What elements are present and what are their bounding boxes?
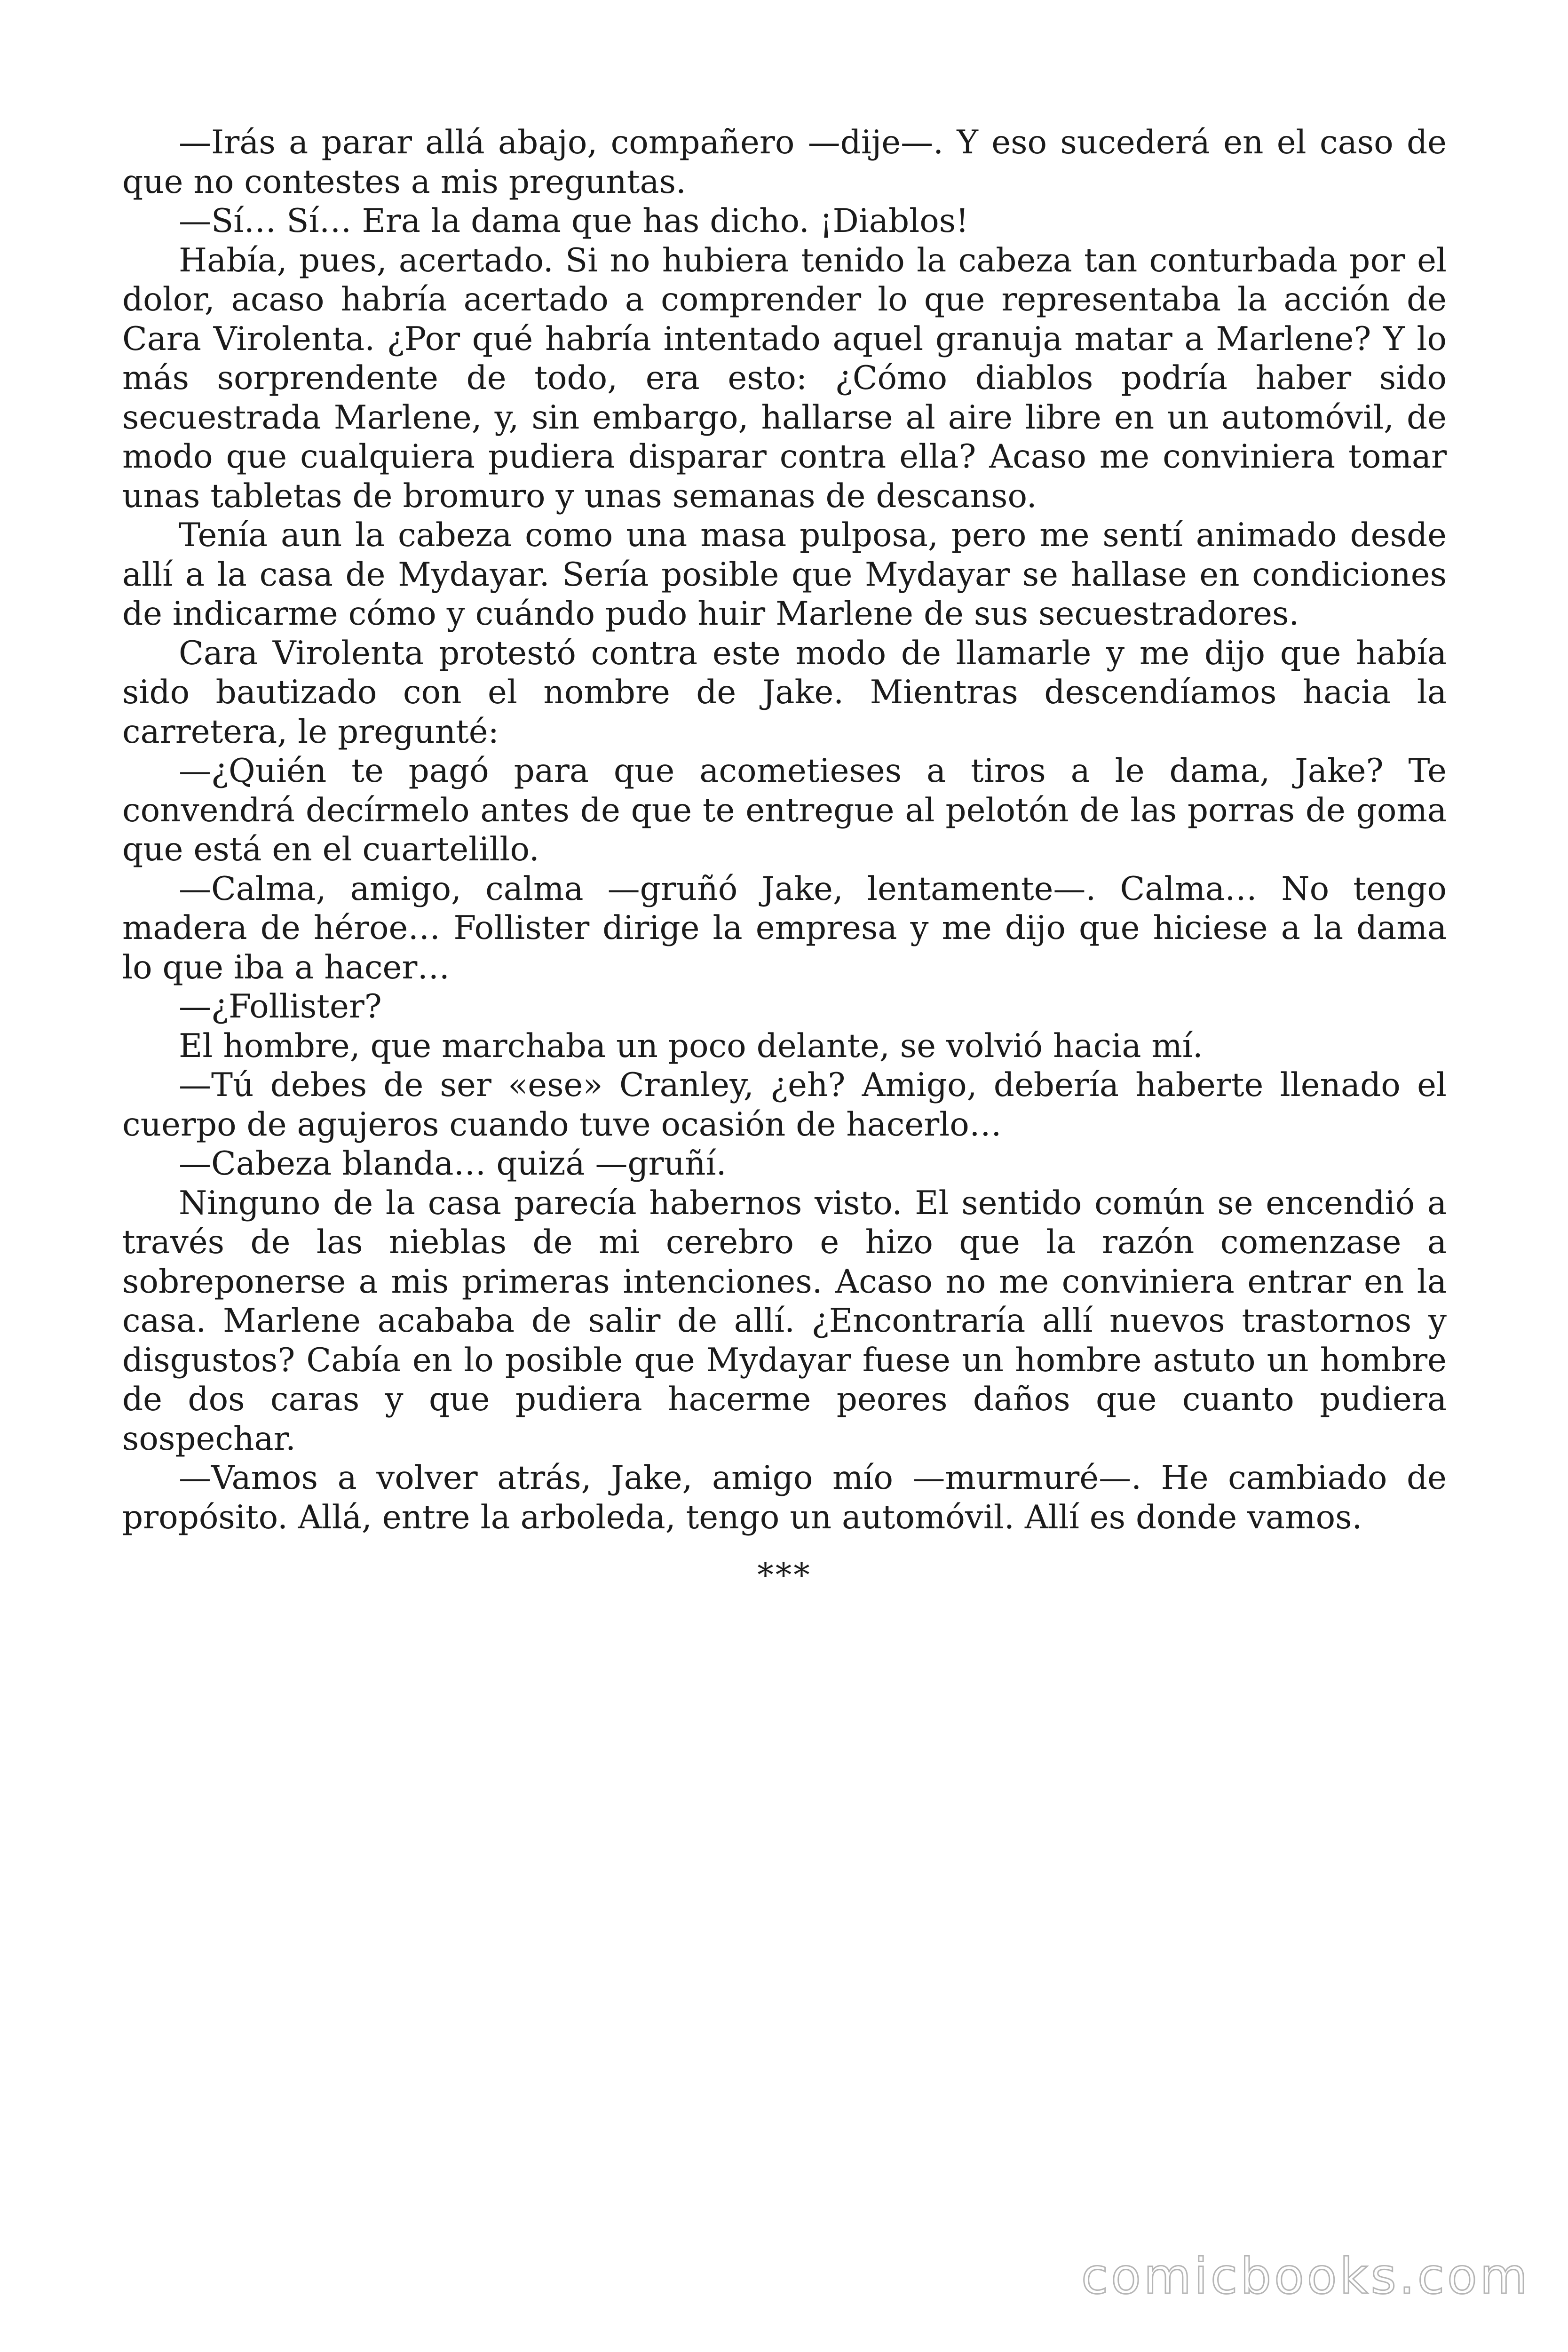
- paragraph-3: Había, pues, acertado. Si no hubiera tenido la cabeza tan conturbada por el dolor, acaso habría acertado a comprender lo que representaba la acción de Cara Virolenta. ¿Por qué habría intentado aquel granuja matar a Marlene? Y lo más sorprendente de todo, era esto: ¿Cómo diablos podría haber sido secuestrada Marlene, y, sin embargo, hallarse al aire libre en un automóvil, de modo que cualquiera pudiera disparar contra ella? Acaso me conviniera tomar unas tabletas de bromuro y unas semanas de descanso.: [122, 241, 1447, 515]
- paragraph-2: —Sí… Sí… Era la dama que has dicho. ¡Diablos!: [179, 202, 969, 240]
- paragraph-4: Tenía aun la cabeza como una masa pulposa, pero me sentí animado desde allí a la casa de Mydayar. Sería posible que Mydayar se hallase en condiciones de indicarme cómo y cuándo pudo huir Marlene de sus secuestradores.: [122, 516, 1447, 633]
- paragraph-12: Ninguno de la casa parecía habernos visto. El sentido común se encendió a través de las nieblas de mi cerebro e hizo que la razón comenzase a sobreponerse a mis primeras intenciones. Acaso no me conviniera entrar en la casa. Marlene acababa de salir de allí. ¿Encontraría allí nuevos trastornos y disgustos? Cabía en lo posible que Mydayar fuese un hombre astuto un hombre de dos caras y que pudiera hacerme peores daños que cuanto pudiera sospechar.: [122, 1184, 1447, 1458]
- paragraph-6: —¿Quién te pagó para que acometieses a tiros a le dama, Jake? Te convendrá decírmelo antes de que te entregue al pelotón de las porras de goma que está en el cuartelillo.: [122, 752, 1447, 868]
- watermark: comicbooks.com: [1081, 2248, 1530, 2305]
- paragraph-8: —¿Follister?: [179, 988, 382, 1025]
- paragraph-7: —Calma, amigo, calma —gruñó Jake, lentamente—. Calma… No tengo madera de héroe… Follister dirige la empresa y me dijo que hiciese a la dama lo que iba a hacer…: [122, 870, 1447, 986]
- paragraph-1: —Irás a parar allá abajo, compañero —dije—. Y eso sucederá en el caso de que no contestes a mis preguntas.: [122, 124, 1447, 201]
- page-body: [122, 123, 1447, 1596]
- paragraph-5: Cara Virolenta protestó contra este modo de llamarle y me dijo que había sido bautizado con el nombre de Jake. Mientras descendíamos hacia la carretera, le pregunté:: [122, 634, 1447, 751]
- section-separator: ***: [757, 1557, 812, 1594]
- paragraph-13: —Vamos a volver atrás, Jake, amigo mío —murmuré—. He cambiado de propósito. Allá, entre la arboleda, tengo un automóvil. Allí es donde vamos.: [122, 1459, 1447, 1536]
- paragraph-11: —Cabeza blanda… quizá —gruñí.: [179, 1145, 727, 1183]
- paragraph-9: El hombre, que marchaba un poco delante, se volvió hacia mí.: [179, 1027, 1203, 1065]
- paragraph-10: —Tú debes de ser «ese» Cranley, ¿eh? Amigo, debería haberte llenado el cuerpo de agujeros cuando tuve ocasión de hacerlo…: [122, 1066, 1447, 1144]
